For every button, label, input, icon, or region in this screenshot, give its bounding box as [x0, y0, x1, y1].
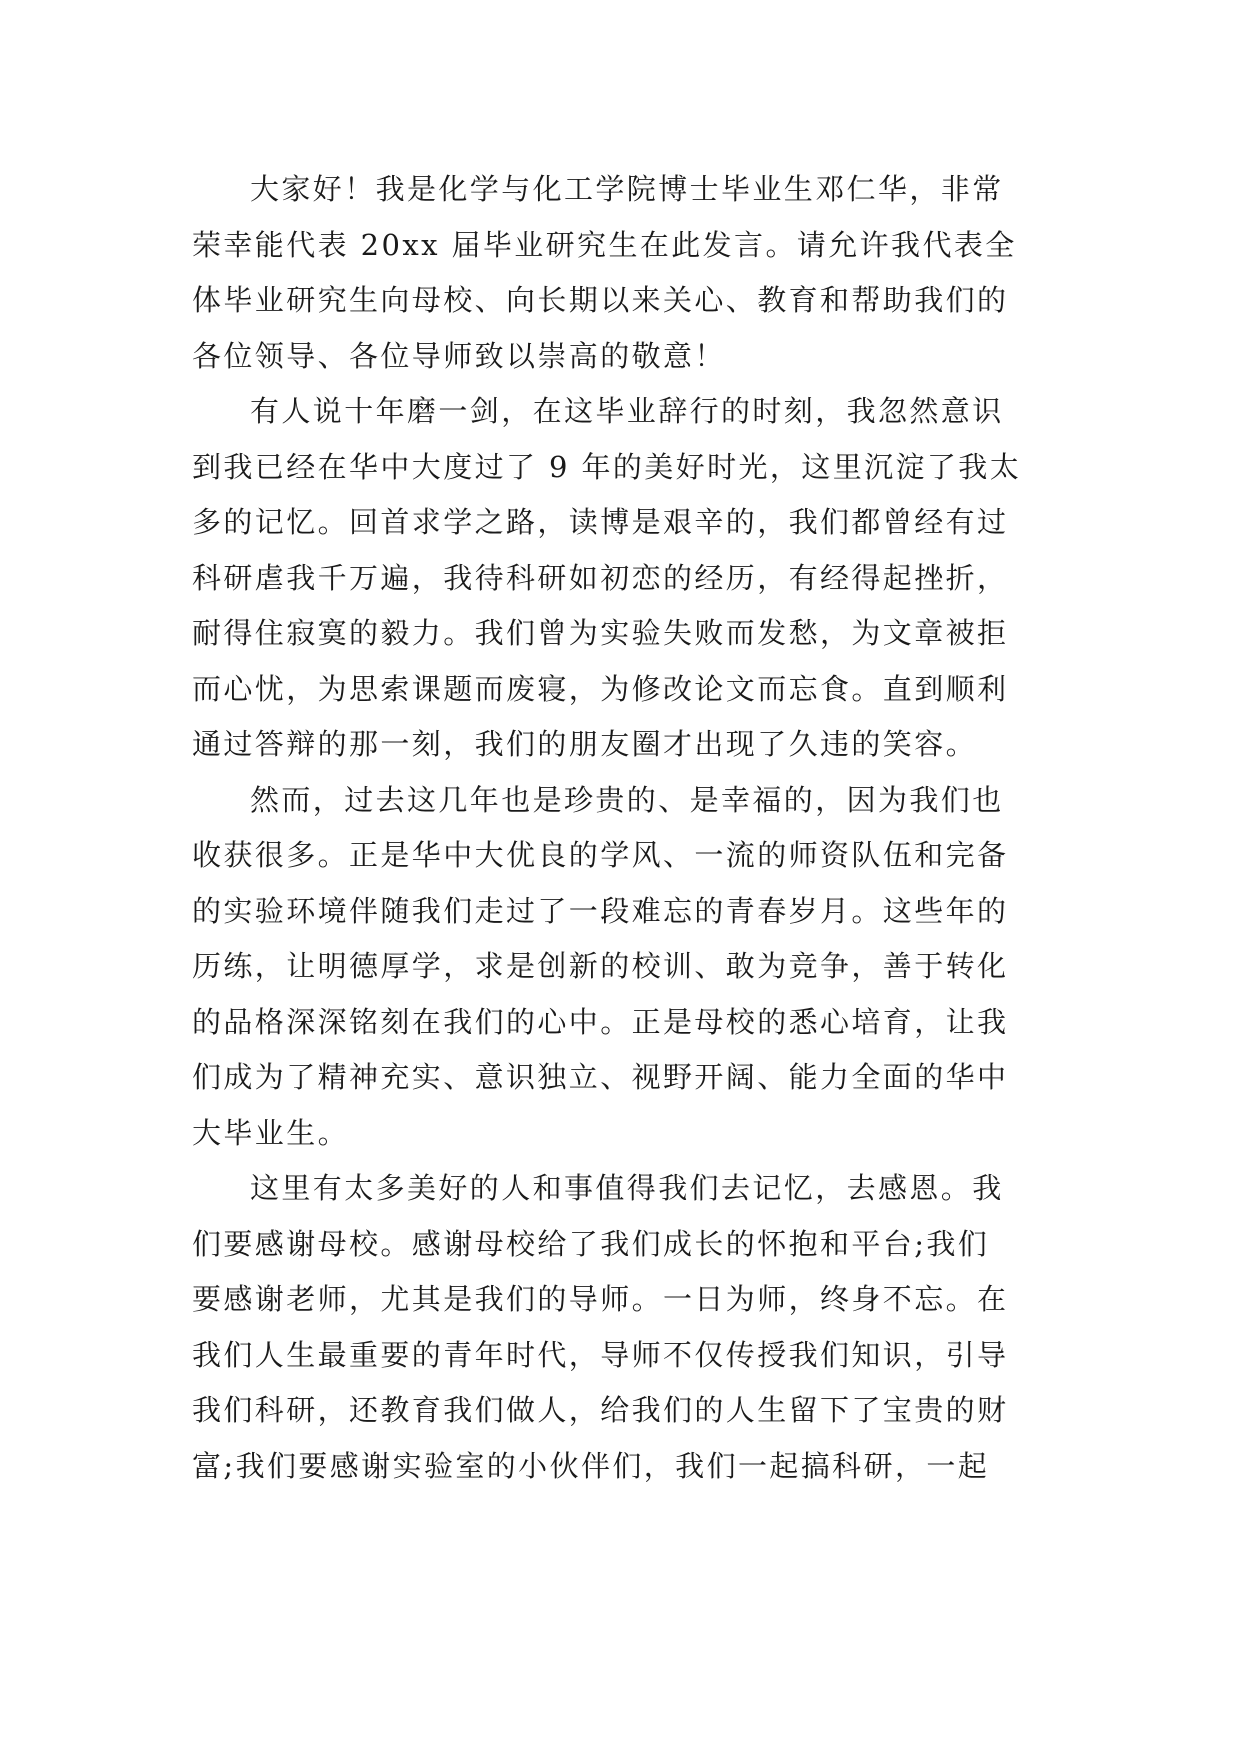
text-line: 的品格深深铭刻在我们的心中。正是母校的悉心培育，让我 [192, 1004, 1009, 1039]
text-line: 富;我们要感谢实验室的小伙伴们，我们一起搞科研，一起 [192, 1448, 990, 1483]
text-line: 要感谢老师，尤其是我们的导师。一日为师，终身不忘。在 [192, 1282, 1009, 1316]
text-line: 收获很多。正是华中大优良的学风、一流的师资队伍和完备 [192, 838, 1009, 872]
text-line: 们成为了精神充实、意识独立、视野开阔、能力全面的华中 [192, 1060, 1009, 1094]
text-line: 历练，让明德厚学，求是创新的校训、敢为竞争，善于转化 [192, 949, 1009, 983]
text-line: 然而，过去这几年也是珍贵的、是幸福的，因为我们也 [250, 782, 1004, 817]
text-line: 通过答辩的那一刻，我们的朋友圈才出现了久违的笑容。 [192, 727, 978, 761]
paragraph-3 [192, 773, 1062, 1162]
text-line: 我们科研，还教育我们做人，给我们的人生留下了宝贵的财 [192, 1393, 1009, 1427]
text-line: 各位领导、各位导师致以崇高的敬意！ [192, 338, 726, 373]
text-line: 而心忧，为思索课题而废寝，为修改论文而忘食。直到顺利 [192, 671, 1009, 706]
text-line: 到我已经在华中大度过了 9 年的美好时光，这里沉淀了我太 [192, 449, 1022, 484]
paragraph-1 [192, 162, 1062, 384]
paragraph-2 [192, 384, 1062, 773]
text-line: 荣幸能代表 20xx 届毕业研究生在此发言。请允许我代表全 [192, 227, 1017, 262]
text-line: 的实验环境伴随我们走过了一段难忘的青春岁月。这些年的 [192, 893, 1009, 928]
text-line: 科研虐我千万遍，我待科研如初恋的经历，有经得起挫折， [192, 560, 1009, 595]
text-line: 体毕业研究生向母校、向长期以来关心、教育和帮助我们的 [192, 283, 1009, 317]
paragraph-4 [192, 1161, 1062, 1494]
text-line: 们要感谢母校。感谢母校给了我们成长的怀抱和平台;我们 [192, 1226, 990, 1261]
text-line: 大毕业生。 [192, 1115, 350, 1150]
document-body [192, 162, 1062, 1494]
text-line: 这里有太多美好的人和事值得我们去记忆，去感恩。我 [250, 1171, 1004, 1205]
text-line: 多的记忆。回首求学之路，读博是艰辛的，我们都曾经有过 [192, 505, 1009, 539]
text-line: 我们人生最重要的青年时代，导师不仅传授我们知识，引导 [192, 1337, 1009, 1372]
text-line: 耐得住寂寞的毅力。我们曾为实验失败而发愁，为文章被拒 [192, 616, 1009, 650]
text-line: 有人说十年磨一剑，在这毕业辞行的时刻，我忽然意识 [250, 394, 1004, 428]
text-line: 大家好！我是化学与化工学院博士毕业生邓仁华，非常 [250, 172, 1004, 206]
